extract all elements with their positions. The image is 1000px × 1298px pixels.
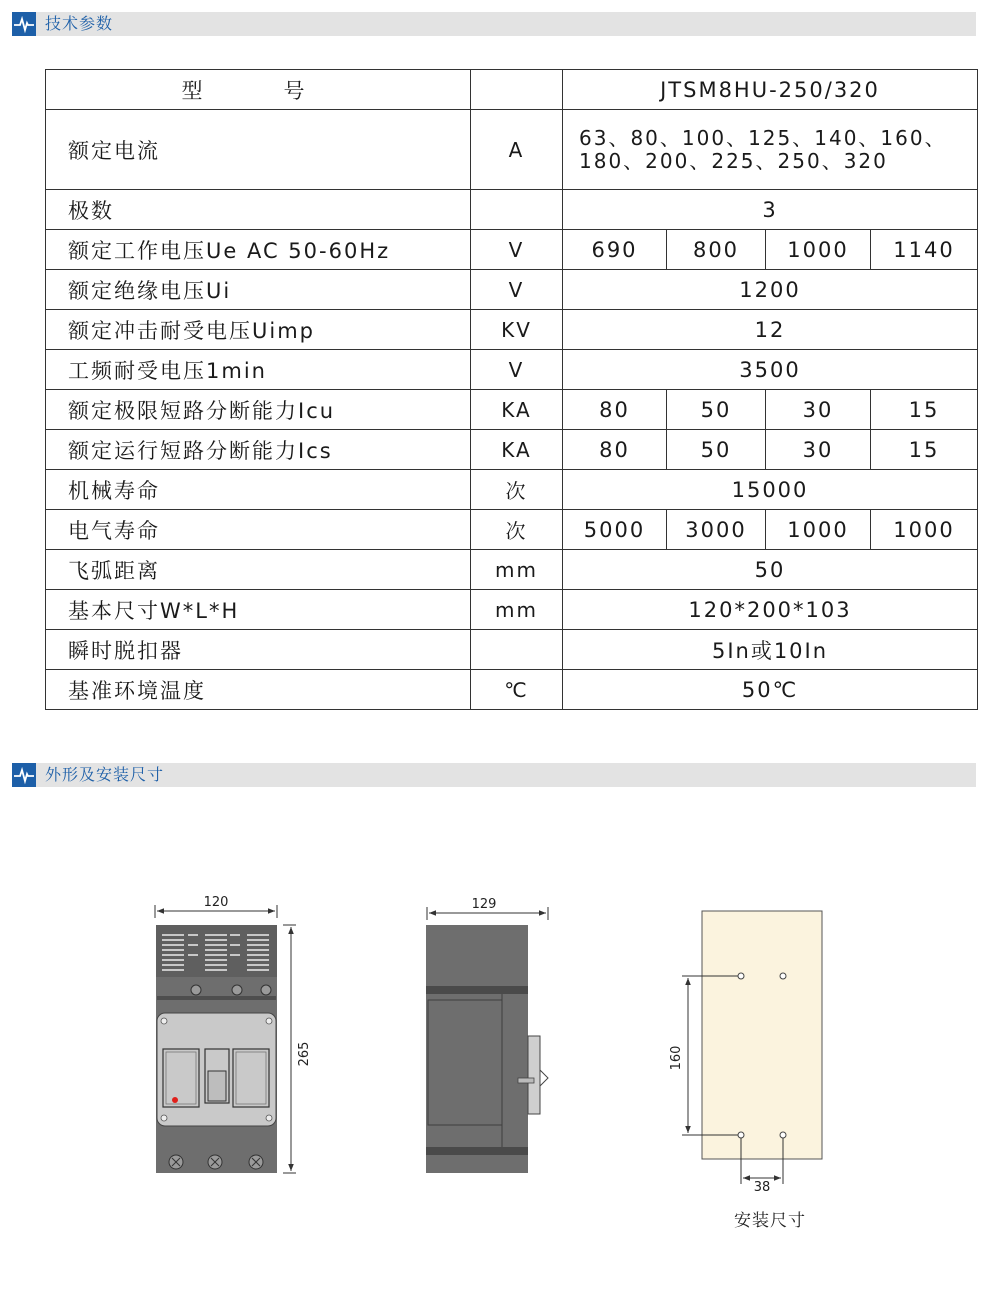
unit-cell: A bbox=[471, 110, 563, 190]
side-depth-label: 129 bbox=[471, 897, 497, 912]
param-label: 电气寿命 bbox=[46, 510, 471, 550]
param-label: 工频耐受电压1min bbox=[46, 350, 471, 390]
front-width-label: 120 bbox=[203, 895, 229, 910]
value-cell: 1000 bbox=[766, 230, 871, 270]
value-cell: 800 bbox=[667, 230, 766, 270]
param-label: 额定电流 bbox=[46, 110, 471, 190]
rated-current-line: 180、200、225、250、320 bbox=[579, 148, 888, 173]
unit-cell: 次 bbox=[471, 510, 563, 550]
value-cell: 50℃ bbox=[563, 670, 978, 710]
unit-cell: V bbox=[471, 230, 563, 270]
value-cell: 30 bbox=[766, 390, 871, 430]
front-view-drawing bbox=[155, 895, 312, 1173]
value-cell: 3 bbox=[563, 190, 978, 230]
toggle-handle bbox=[208, 1071, 226, 1101]
param-label: 额定运行短路分断能力Ics bbox=[46, 430, 471, 470]
param-label: 基准环境温度 bbox=[46, 670, 471, 710]
param-label: 基本尺寸W*L*H bbox=[46, 590, 471, 630]
unit-cell: V bbox=[471, 350, 563, 390]
mounting-vertical-label: 160 bbox=[669, 1045, 684, 1071]
param-label: 额定工作电压Ue AC 50-60Hz bbox=[46, 230, 471, 270]
unit-cell: V bbox=[471, 270, 563, 310]
rated-current-line: 63、80、100、125、140、160、 bbox=[579, 125, 947, 150]
value-cell: 1000 bbox=[766, 510, 871, 550]
value-cell: 690 bbox=[563, 230, 667, 270]
front-height-label: 265 bbox=[297, 1041, 312, 1067]
section-title: 技术参数 bbox=[45, 14, 114, 33]
side-view-drawing bbox=[426, 897, 548, 1173]
value-cell: 15000 bbox=[563, 470, 978, 510]
breaker-side-body bbox=[426, 925, 528, 1173]
param-label: 额定极限短路分断能力Icu bbox=[46, 390, 471, 430]
front-cover-plate bbox=[157, 1013, 276, 1126]
value-cell: 80 bbox=[563, 390, 667, 430]
value-cell: 3000 bbox=[667, 510, 766, 550]
section-title: 外形及安装尺寸 bbox=[45, 765, 165, 784]
param-label: 额定绝缘电压Ui bbox=[46, 270, 471, 310]
unit-cell: KA bbox=[471, 390, 563, 430]
param-label: 机械寿命 bbox=[46, 470, 471, 510]
value-cell: 15 bbox=[871, 390, 978, 430]
mounting-caption: 安装尺寸 bbox=[734, 1211, 806, 1231]
value-cell: 5In或10In bbox=[563, 630, 978, 670]
param-label: 额定冲击耐受电压Uimp bbox=[46, 310, 471, 350]
value-cell: 5000 bbox=[563, 510, 667, 550]
mounting-horizontal-label: 38 bbox=[753, 1180, 771, 1195]
unit-cell: ℃ bbox=[471, 670, 563, 710]
value-cell: 1000 bbox=[871, 510, 978, 550]
value-cell: 80 bbox=[563, 430, 667, 470]
value-cell: 50 bbox=[563, 550, 978, 590]
model-header-label: 型 号 bbox=[46, 70, 471, 110]
value-cell: 3500 bbox=[563, 350, 978, 390]
value-cell: 30 bbox=[766, 430, 871, 470]
value-cell: 15 bbox=[871, 430, 978, 470]
unit-cell: 次 bbox=[471, 470, 563, 510]
model-name: JTSM8HU-250/320 bbox=[563, 70, 978, 110]
mounting-plate-drawing bbox=[669, 911, 822, 1195]
value-cell: 50 bbox=[667, 390, 766, 430]
unit-cell: KV bbox=[471, 310, 563, 350]
value-cell: 120*200*103 bbox=[563, 590, 978, 630]
value-cell: 50 bbox=[667, 430, 766, 470]
param-label: 飞弧距离 bbox=[46, 550, 471, 590]
param-label: 瞬时脱扣器 bbox=[46, 630, 471, 670]
value-cell: 12 bbox=[563, 310, 978, 350]
value-cell: 1200 bbox=[563, 270, 978, 310]
value-cell: 1140 bbox=[871, 230, 978, 270]
unit-cell: mm bbox=[471, 590, 563, 630]
param-label: 极数 bbox=[46, 190, 471, 230]
mounting-plate bbox=[702, 911, 822, 1159]
indicator-dot bbox=[172, 1097, 178, 1103]
unit-cell: KA bbox=[471, 430, 563, 470]
unit-cell: mm bbox=[471, 550, 563, 590]
